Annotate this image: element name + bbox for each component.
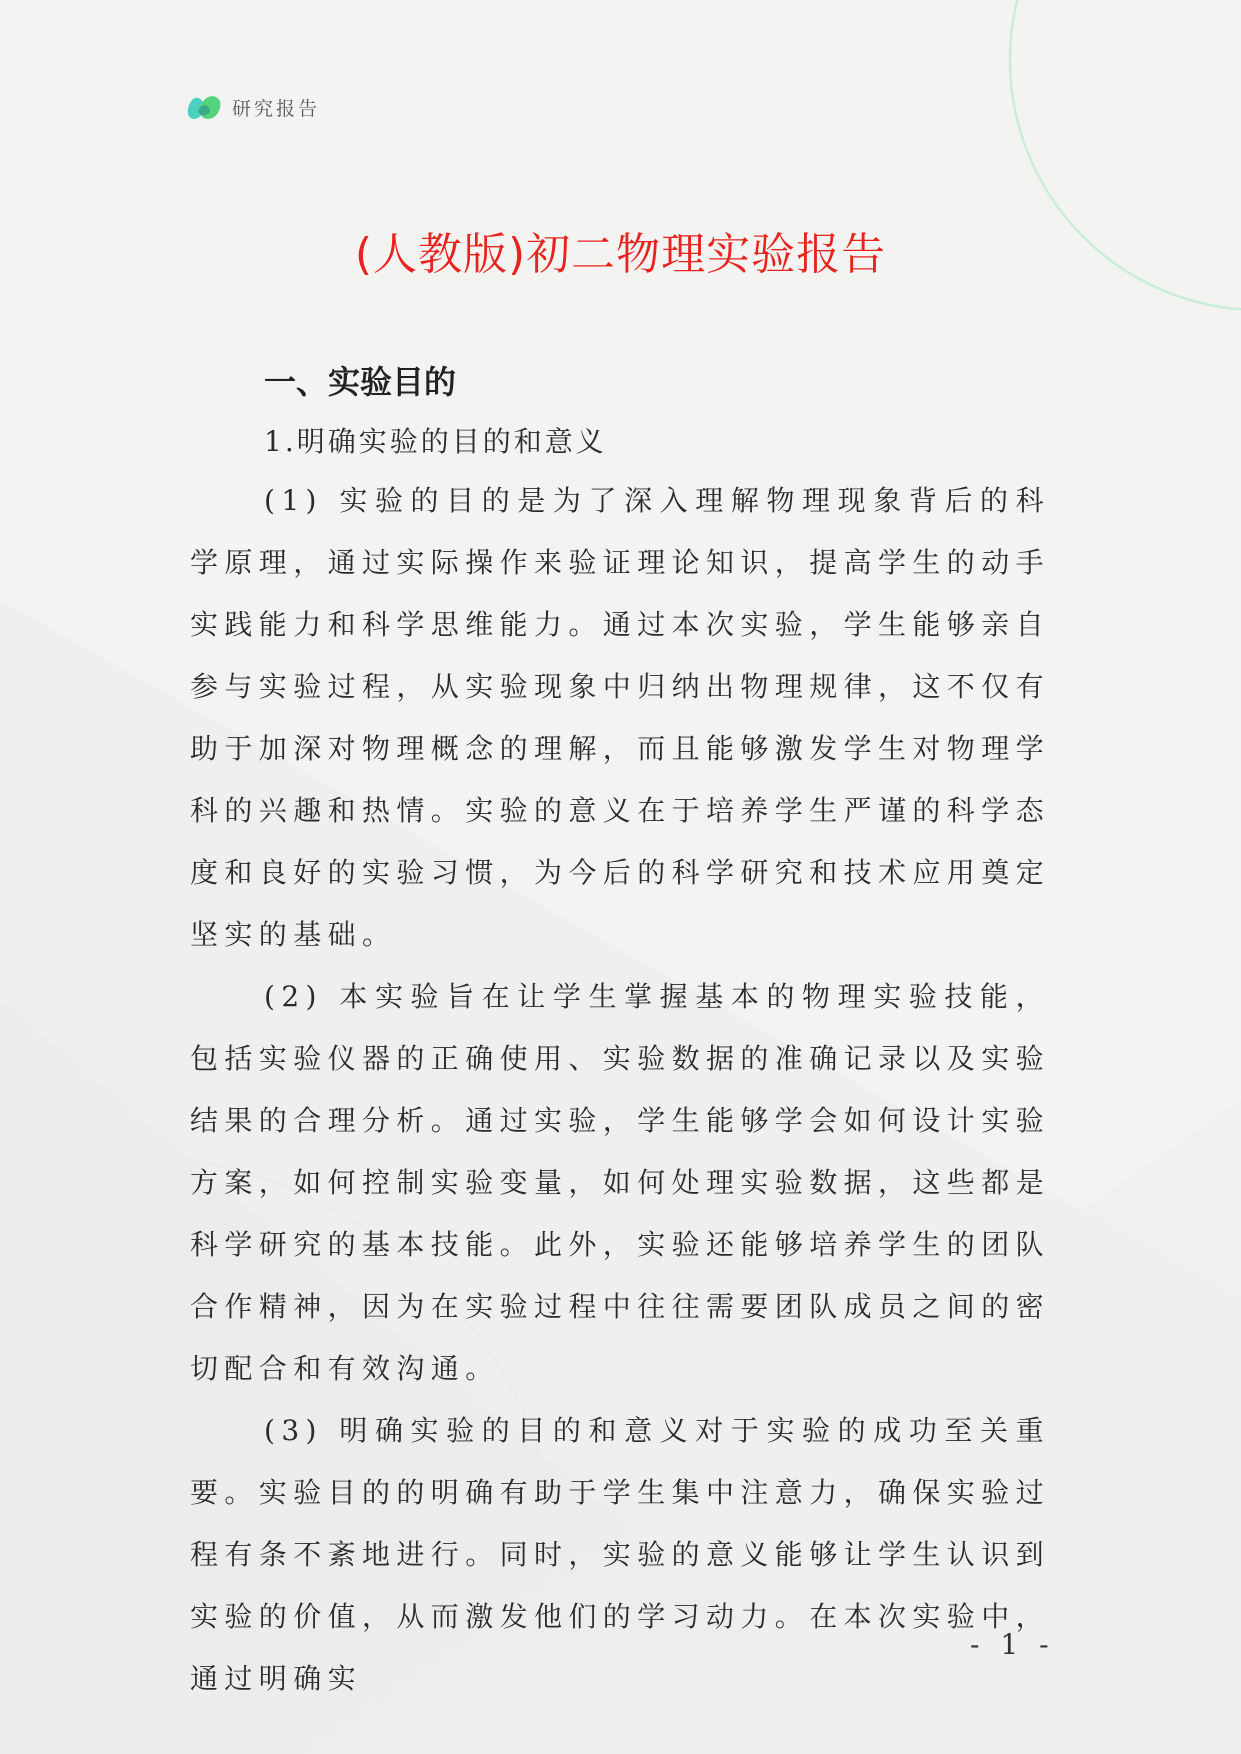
- paragraph-2: (2) 本实验旨在让学生掌握基本的物理实验技能，包括实验仪器的正确使用、实验数据的准确记录以及实验结果的合理分析。通过实验，学生能够学会如何设计实验方案，如何控制实验变量，如何处理实验数据，这些都是科学研究的基本技能。此外，实验还能够培养学生的团队合作精神，因为在实验过程中往往需要团队成员之间的密切配合和有效沟通。: [190, 980, 1051, 1385]
- document-body: [190, 354, 1050, 1710]
- document-title: (人教版)初二物理实验报告: [354, 229, 887, 280]
- paragraph-3: (3) 明确实验的目的和意义对于实验的成功至关重要。实验目的的明确有助于学生集中注意力，确保实验过程有条不紊地进行。同时，实验的意义能够让学生认识到实验的价值，从而激发他们的学习动力。在本次实验中，通过明确实: [190, 1414, 1051, 1695]
- page-header: [186, 90, 320, 124]
- subsection-heading: 1.明确实验的目的和意义: [264, 425, 607, 458]
- paragraph-1: (1) 实验的目的是为了深入理解物理现象背后的科学原理，通过实际操作来验证理论知识，提高学生的动手实践能力和科学思维能力。通过本次实验，学生能够亲自参与实验过程，从实验现象中归纳出物理规律，这不仅有助于加深对物理概念的理解，而且能够激发学生对物理学科的兴趣和热情。实验的意义在于培养学生严谨的科学态度和良好的实验习惯，为今后的科学研究和技术应用奠定坚实的基础。: [190, 484, 1051, 951]
- header-label: 研究报告: [232, 97, 321, 120]
- section-heading: 一、实验目的: [264, 363, 457, 401]
- brand-leaf-logo-icon: [186, 91, 222, 123]
- page-number: - 1 -: [970, 1628, 1055, 1661]
